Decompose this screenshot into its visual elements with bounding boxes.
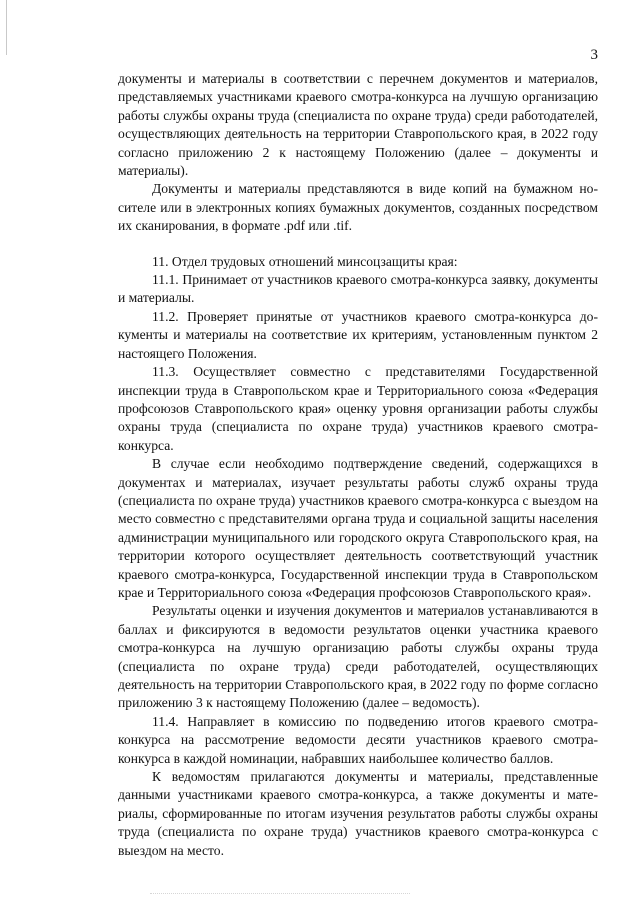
section-heading-11: 11. Отдел трудовых отношений минсоцзащиты края: [152, 253, 458, 269]
paragraph-attachments: К ведомостям прилагаются документы и материалы, представленные данными участниками краевого смотра-конкурса, а также документы и материалы, сформированные по итогам изучения результатов работы службы охраны труда (специалиста по охране труда) участников краевого смотра-конкурса с выездом на место. [118, 769, 598, 858]
paragraph-11-4: 11.4. Направляет в комиссию по подведению итогов краевого смотра-конкурса на рассмотрение ведомости десяти участников краевого смотра-конкурса в каждой номинации, набравших наибольшее количество баллов. [118, 713, 598, 766]
paragraph-continuation: документы и материалы в соответствии с перечнем документов и материалов, представляемых участниками краевого смотра-конкурса на лучшую организацию работы службы охраны труда (специалиста по охране труда) среди работодателей, осуществляющих деятельность на территории Ставропольского края, в 2022 году согласно приложению 2 к настоящему Положению (далее – документы и материалы). [118, 71, 598, 179]
document-body [118, 70, 598, 860]
paragraph-verification: В случае если необходимо подтверждение сведений, содержащихся в документах и материалах, изучает результаты работы служб охраны труда (специалиста по охране труда) участников краевого смотра-конкурса с выездом на место совместно с представителями органа труда и социальной защиты населения администрации муниципального или городского округа Ставропольского края, на территории которого осуществляет деятельность соответствующий участник краевого смотра-конкурса, Государственной инспекции труда в Ставропольском крае и Территориального союза «Федерация профсоюзов Ставропольского края». [118, 456, 598, 600]
scan-noise-line [150, 893, 410, 895]
paragraph-results: Результаты оценки и изучения документов и материалов устанавливаются в баллах и фиксируются в ведомости результатов оценки участника краевого смотра-конкурса на лучшую организацию работы службы охраны труда (специалиста по охране труда) среди работодателей, осуществляющих деятельность на территории Ставропольского края, в 2022 году по форме согласно приложению 3 к настоящему Положению (далее – ведомость). [118, 603, 598, 711]
paragraph-11-3: 11.3. Осуществляет совместно с представителями Государственной инспекции труда в Ставропольском крае и Территориального союза «Федерация профсоюзов Ставропольского края» оценку уровня организации работы службы охраны труда (специалиста по охране труда) участников краевого смотра-конкурса. [118, 364, 598, 453]
paragraph-format-note: Документы и материалы представляются в виде копий на бумажном носителе или в электронных копиях бумажных документов, созданных посредством их сканирования, в формате .pdf или .tif. [118, 181, 598, 234]
page-number: 3 [590, 47, 598, 63]
paragraph-11-1: 11.1. Принимает от участников краевого смотра-конкурса заявку, документы и материалы. [118, 272, 598, 306]
scan-edge-mark [6, 0, 7, 55]
paragraph-11-2: 11.2. Проверяет принятые от участников краевого смотра-конкурса документы и материалы на соответствие их критериям, установленным пунктом 2 настоящего Положения. [118, 308, 598, 361]
